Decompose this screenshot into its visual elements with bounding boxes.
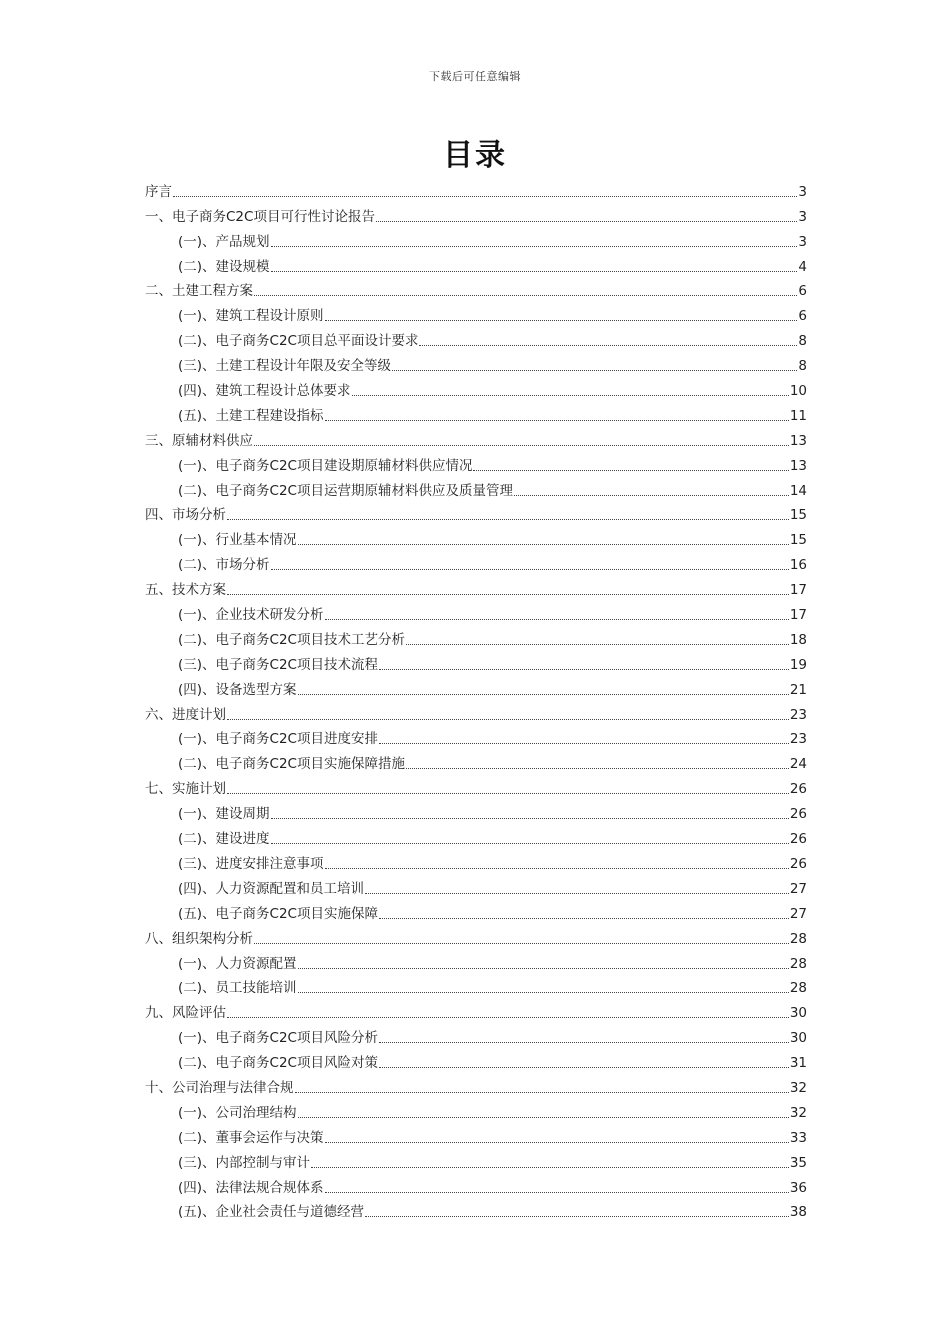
toc-entry-label: 十、公司治理与法律合规 bbox=[145, 1079, 294, 1096]
toc-dot-leader bbox=[376, 221, 797, 222]
toc-dot-leader bbox=[298, 544, 789, 545]
toc-dot-leader bbox=[379, 1067, 789, 1068]
toc-entry-label: 一、电子商务C2C项目可行性讨论报告 bbox=[145, 208, 375, 225]
toc-chapter-entry[interactable] bbox=[145, 425, 807, 450]
toc-section-entry[interactable] bbox=[145, 524, 807, 549]
toc-dot-leader bbox=[271, 843, 789, 844]
toc-dot-leader bbox=[254, 295, 797, 296]
toc-section-entry[interactable] bbox=[145, 1172, 807, 1197]
toc-entry-label: (二)、建设规模 bbox=[178, 258, 270, 275]
toc-page-number: 26 bbox=[789, 855, 807, 872]
toc-section-entry[interactable] bbox=[145, 1147, 807, 1172]
toc-section-entry[interactable] bbox=[145, 450, 807, 475]
toc-entry-label: 六、进度计划 bbox=[145, 706, 226, 723]
toc-dot-leader bbox=[392, 370, 797, 371]
toc-section-entry[interactable] bbox=[145, 325, 807, 350]
toc-page-number: 33 bbox=[789, 1129, 807, 1146]
toc-chapter-entry[interactable] bbox=[145, 201, 807, 226]
toc-dot-leader bbox=[271, 246, 798, 247]
toc-entry-label: (三)、进度安排注意事项 bbox=[178, 855, 324, 872]
toc-entry-label: (二)、电子商务C2C项目风险对策 bbox=[178, 1055, 378, 1072]
toc-section-entry[interactable] bbox=[145, 1097, 807, 1122]
toc-page-number: 27 bbox=[789, 905, 807, 922]
toc-dot-leader bbox=[419, 345, 797, 346]
toc-entry-label: (二)、董事会运作与决策 bbox=[178, 1129, 324, 1146]
toc-entry-label: (三)、电子商务C2C项目技术流程 bbox=[178, 656, 378, 673]
toc-entry-label: (一)、行业基本情况 bbox=[178, 532, 297, 549]
toc-section-entry[interactable] bbox=[145, 973, 807, 998]
toc-section-entry[interactable] bbox=[145, 948, 807, 973]
toc-section-entry[interactable] bbox=[145, 549, 807, 574]
toc-entry-label: (二)、电子商务C2C项目技术工艺分析 bbox=[178, 631, 405, 648]
toc-page-number: 28 bbox=[789, 930, 807, 947]
toc-dot-leader bbox=[227, 719, 789, 720]
toc-section-entry[interactable] bbox=[145, 674, 807, 699]
toc-entry-label: (一)、企业技术研发分析 bbox=[178, 607, 324, 624]
toc-entry-label: (一)、电子商务C2C项目风险分析 bbox=[178, 1030, 378, 1047]
toc-page-number: 15 bbox=[789, 507, 807, 524]
toc-section-entry[interactable] bbox=[145, 350, 807, 375]
toc-chapter-entry[interactable] bbox=[145, 276, 807, 301]
toc-dot-leader bbox=[325, 1142, 789, 1143]
toc-section-entry[interactable] bbox=[145, 649, 807, 674]
toc-entry-label: (二)、市场分析 bbox=[178, 557, 270, 574]
toc-section-entry[interactable] bbox=[145, 599, 807, 624]
toc-dot-leader bbox=[406, 768, 789, 769]
toc-entry-label: 三、原辅材料供应 bbox=[145, 432, 253, 449]
toc-dot-leader bbox=[311, 1167, 789, 1168]
toc-section-entry[interactable] bbox=[145, 475, 807, 500]
toc-entry-label: 四、市场分析 bbox=[145, 507, 226, 524]
toc-page-number: 3 bbox=[798, 183, 807, 200]
toc-page-number: 31 bbox=[789, 1055, 807, 1072]
toc-page-number: 36 bbox=[789, 1179, 807, 1196]
toc-dot-leader bbox=[295, 1092, 789, 1093]
toc-chapter-entry[interactable] bbox=[145, 176, 807, 201]
toc-page-number: 6 bbox=[798, 283, 807, 300]
toc-page-number: 17 bbox=[789, 582, 807, 599]
toc-entry-label: (五)、土建工程建设指标 bbox=[178, 407, 324, 424]
toc-dot-leader bbox=[473, 470, 788, 471]
toc-page-number: 28 bbox=[789, 955, 807, 972]
toc-entry-label: (二)、员工技能培训 bbox=[178, 980, 297, 997]
toc-section-entry[interactable] bbox=[145, 1122, 807, 1147]
toc-entry-label: (二)、电子商务C2C项目总平面设计要求 bbox=[178, 333, 419, 350]
toc-page-number: 23 bbox=[789, 706, 807, 723]
toc-entry-label: (一)、建筑工程设计原则 bbox=[178, 308, 324, 325]
toc-section-entry[interactable] bbox=[145, 724, 807, 749]
toc-page-number: 15 bbox=[789, 532, 807, 549]
toc-entry-label: (一)、电子商务C2C项目建设期原辅材料供应情况 bbox=[178, 457, 473, 474]
toc-entry-label: (二)、建设进度 bbox=[178, 831, 270, 848]
toc-entry-label: (一)、人力资源配置 bbox=[178, 955, 297, 972]
toc-chapter-entry[interactable] bbox=[145, 997, 807, 1022]
toc-section-entry[interactable] bbox=[145, 1197, 807, 1222]
toc-dot-leader bbox=[227, 793, 789, 794]
toc-page-number: 24 bbox=[789, 756, 807, 773]
toc-page-number: 10 bbox=[789, 383, 807, 400]
toc-page-number: 19 bbox=[789, 656, 807, 673]
toc-entry-label: 序言 bbox=[145, 183, 172, 200]
toc-dot-leader bbox=[365, 893, 789, 894]
toc-chapter-entry[interactable] bbox=[145, 574, 807, 599]
toc-dot-leader bbox=[298, 1117, 789, 1118]
toc-dot-leader bbox=[271, 271, 798, 272]
toc-dot-leader bbox=[254, 445, 789, 446]
toc-page-number: 14 bbox=[789, 482, 807, 499]
toc-entry-label: (四)、法律法规合规体系 bbox=[178, 1179, 324, 1196]
toc-entry-label: (五)、企业社会责任与道德经营 bbox=[178, 1204, 365, 1221]
toc-entry-label: (三)、内部控制与审计 bbox=[178, 1154, 311, 1171]
toc-section-entry[interactable] bbox=[145, 400, 807, 425]
toc-dot-leader bbox=[298, 968, 789, 969]
toc-chapter-entry[interactable] bbox=[145, 1072, 807, 1097]
toc-page-number: 30 bbox=[789, 1030, 807, 1047]
toc-dot-leader bbox=[227, 594, 789, 595]
header-note: 下载后可任意编辑 bbox=[429, 70, 521, 83]
toc-dot-leader bbox=[227, 519, 789, 520]
toc-section-entry[interactable] bbox=[145, 848, 807, 873]
toc-page-number: 35 bbox=[789, 1154, 807, 1171]
toc-page-number: 30 bbox=[789, 1005, 807, 1022]
toc-page-number: 16 bbox=[789, 557, 807, 574]
toc-entry-label: 九、风险评估 bbox=[145, 1005, 226, 1022]
toc-entry-label: 七、实施计划 bbox=[145, 781, 226, 798]
toc-section-entry[interactable] bbox=[145, 1047, 807, 1072]
toc-page-number: 8 bbox=[798, 358, 807, 375]
toc-dot-leader bbox=[254, 943, 789, 944]
toc-dot-leader bbox=[298, 694, 789, 695]
toc-dot-leader bbox=[325, 619, 789, 620]
toc-entry-label: (一)、产品规划 bbox=[178, 233, 270, 250]
toc-section-entry[interactable] bbox=[145, 823, 807, 848]
toc-entry-label: (五)、电子商务C2C项目实施保障 bbox=[178, 905, 378, 922]
toc-page-number: 4 bbox=[798, 258, 807, 275]
toc-dot-leader bbox=[298, 992, 789, 993]
toc-page-number: 8 bbox=[798, 333, 807, 350]
toc-dot-leader bbox=[365, 1216, 789, 1217]
toc-page-number: 32 bbox=[789, 1104, 807, 1121]
toc-dot-leader bbox=[271, 569, 789, 570]
toc-dot-leader bbox=[227, 1017, 789, 1018]
toc-section-entry[interactable] bbox=[145, 251, 807, 276]
toc-entry-label: 二、土建工程方案 bbox=[145, 283, 253, 300]
toc-dot-leader bbox=[325, 320, 798, 321]
toc-dot-leader bbox=[379, 918, 789, 919]
toc-page-number: 26 bbox=[789, 781, 807, 798]
toc-page-number: 13 bbox=[789, 432, 807, 449]
toc-section-entry[interactable] bbox=[145, 748, 807, 773]
page-title: 目录 bbox=[443, 138, 507, 173]
toc-section-entry[interactable] bbox=[145, 226, 807, 251]
toc-dot-leader bbox=[379, 743, 789, 744]
toc-dot-leader bbox=[271, 818, 789, 819]
toc-entry-label: (二)、电子商务C2C项目运营期原辅材料供应及质量管理 bbox=[178, 482, 513, 499]
toc-page-number: 17 bbox=[789, 607, 807, 624]
toc-section-entry[interactable] bbox=[145, 624, 807, 649]
toc-page-number: 3 bbox=[798, 208, 807, 225]
toc-entry-label: (四)、建筑工程设计总体要求 bbox=[178, 383, 351, 400]
toc-page-number: 26 bbox=[789, 831, 807, 848]
toc-page-number: 38 bbox=[789, 1204, 807, 1221]
toc-entry-label: 八、组织架构分析 bbox=[145, 930, 253, 947]
toc-entry-label: (四)、人力资源配置和员工培训 bbox=[178, 880, 365, 897]
toc-dot-leader bbox=[325, 1192, 789, 1193]
toc-section-entry[interactable] bbox=[145, 300, 807, 325]
toc-dot-leader bbox=[379, 1042, 789, 1043]
toc-entry-label: (四)、设备选型方案 bbox=[178, 681, 297, 698]
toc-entry-label: 五、技术方案 bbox=[145, 582, 226, 599]
toc-chapter-entry[interactable] bbox=[145, 699, 807, 724]
toc-dot-leader bbox=[173, 196, 797, 197]
toc-dot-leader bbox=[325, 420, 789, 421]
toc-entry-label: (二)、电子商务C2C项目实施保障措施 bbox=[178, 756, 405, 773]
toc-dot-leader bbox=[406, 644, 789, 645]
toc-page-number: 23 bbox=[789, 731, 807, 748]
toc-section-entry[interactable] bbox=[145, 898, 807, 923]
toc-page-number: 21 bbox=[789, 681, 807, 698]
toc-entry-label: (一)、建设周期 bbox=[178, 806, 270, 823]
toc-page-number: 26 bbox=[789, 806, 807, 823]
toc-section-entry[interactable] bbox=[145, 1022, 807, 1047]
toc-page-number: 18 bbox=[789, 631, 807, 648]
toc-page-number: 28 bbox=[789, 980, 807, 997]
toc-dot-leader bbox=[379, 669, 789, 670]
table-of-contents bbox=[145, 176, 807, 1221]
toc-chapter-entry[interactable] bbox=[145, 923, 807, 948]
toc-dot-leader bbox=[514, 495, 789, 496]
toc-entry-label: (一)、电子商务C2C项目进度安排 bbox=[178, 731, 378, 748]
toc-section-entry[interactable] bbox=[145, 375, 807, 400]
toc-chapter-entry[interactable] bbox=[145, 773, 807, 798]
toc-page-number: 11 bbox=[789, 407, 807, 424]
toc-page-number: 3 bbox=[798, 233, 807, 250]
toc-dot-leader bbox=[352, 395, 789, 396]
toc-entry-label: (一)、公司治理结构 bbox=[178, 1104, 297, 1121]
toc-page-number: 13 bbox=[789, 457, 807, 474]
toc-section-entry[interactable] bbox=[145, 798, 807, 823]
toc-entry-label: (三)、土建工程设计年限及安全等级 bbox=[178, 358, 392, 375]
toc-dot-leader bbox=[325, 868, 789, 869]
toc-chapter-entry[interactable] bbox=[145, 500, 807, 525]
toc-page-number: 6 bbox=[798, 308, 807, 325]
toc-page-number: 32 bbox=[789, 1079, 807, 1096]
toc-page-number: 27 bbox=[789, 880, 807, 897]
toc-section-entry[interactable] bbox=[145, 873, 807, 898]
